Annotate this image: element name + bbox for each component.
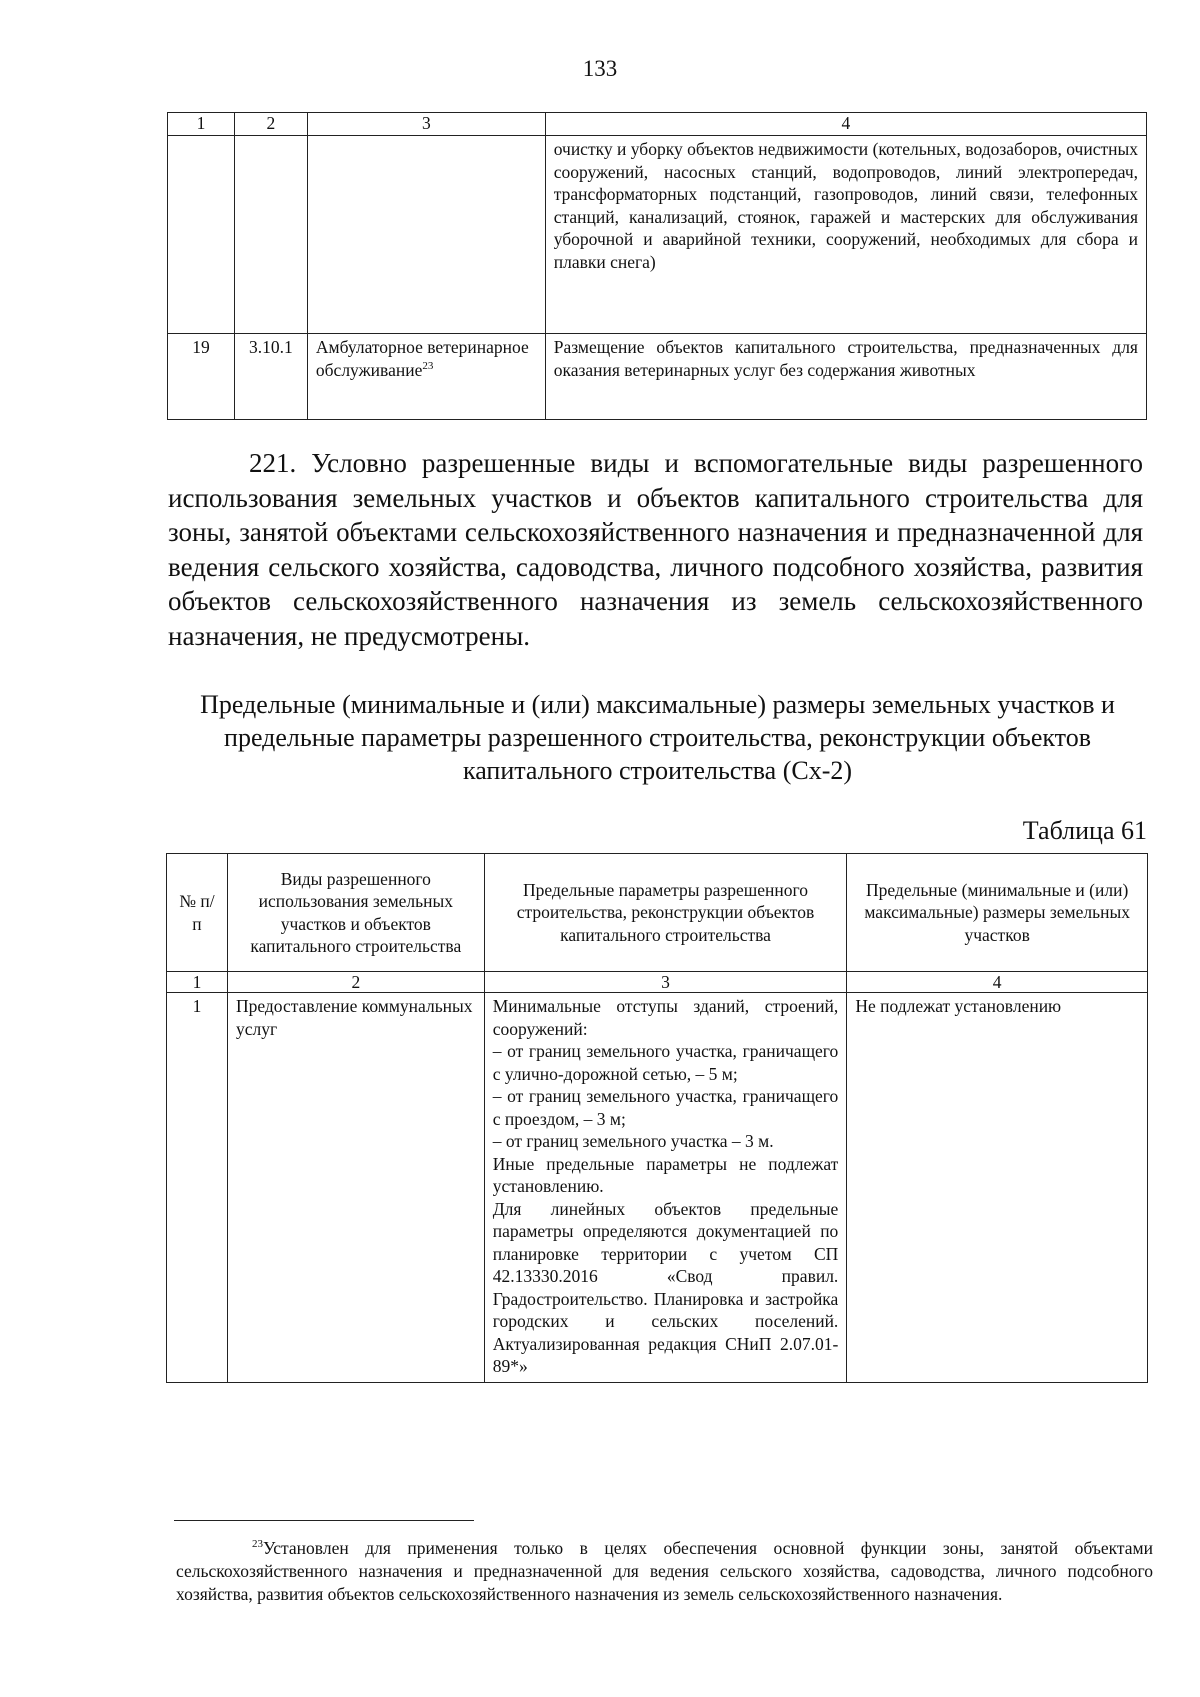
params-line: Минимальные отступы зданий, строений, сооружений: xyxy=(492,996,839,1039)
col-number-3: 3 xyxy=(484,972,847,993)
page-number: 133 xyxy=(582,56,618,81)
section-title: Предельные (минимальные и (или) максимальные) размеры земельных участков и предельные параметры разрешенного строительства, реконструкции объектов капитального строительства (Сх-2) xyxy=(200,690,1115,785)
params-line: – от границ земельного участка, граничащего с улично-дорожной сетью, – 5 м; xyxy=(492,1041,839,1084)
params-line: Иные предельные параметры не подлежат установлению. xyxy=(492,1153,839,1196)
col-number-2: 2 xyxy=(227,972,484,993)
row-description: Размещение объектов капитального строительства, предназначенных для оказания ветеринарных услуг без содержания животных xyxy=(545,334,1146,420)
row-plot-sizes: Не подлежат установлению xyxy=(847,993,1148,1383)
footnote-ref[interactable]: 23 xyxy=(422,359,434,372)
col-header-plot-sizes: Предельные (минимальные и (или) максимальные) размеры земельных участков xyxy=(847,854,1148,972)
footnote-text: Установлен для применения только в целях обеспечения основной функции зоны, занятой объектами сельскохозяйственного назначения и предназначенной для ведения сельского хозяйства, садоводства, личного подсобного хозяйства, развития объектов сельскохозяйственного назначения из земель сельскохозяйственного назначения. xyxy=(176,1538,1153,1604)
params-line: – от границ земельного участка – 3 м. xyxy=(492,1131,774,1151)
col-header-params: Предельные параметры разрешенного строительства, реконструкции объектов капитального строительства xyxy=(484,854,847,972)
col-header-1: 1 xyxy=(168,113,235,136)
table-row xyxy=(168,334,1147,420)
table-header-row xyxy=(168,113,1147,136)
row-params xyxy=(484,993,847,1383)
table-row xyxy=(168,136,1147,334)
row-number: 1 xyxy=(167,993,228,1383)
paragraph-221: 221. Условно разрешенные виды и вспомогательные виды разрешенного использования земельных участков и объектов капитального строительства для зоны, занятой объектами сельскохозяйственного назначения и предназначенной для ведения сельского хозяйства, садоводства, личного подсобного хозяйства, развития объектов сельскохозяйственного назначения из земель сельскохозяйственного назначения, не предусмотрены. xyxy=(168,448,1143,651)
row-name: Амбулаторное ветеринарное обслуживание$^{23}$ xyxy=(307,334,545,420)
col-header-4: 4 xyxy=(545,113,1146,136)
table-61 xyxy=(166,853,1148,1383)
row-number: 19 xyxy=(168,334,235,420)
col-header-2: 2 xyxy=(234,113,307,136)
col-header-use-type: Виды разрешенного использования земельных участков и объектов капитального строительства xyxy=(227,854,484,972)
col-number-4: 4 xyxy=(847,972,1148,993)
column-number-row xyxy=(167,972,1148,993)
row-continued-text: очистку и уборку объектов недвижимости (котельных, водозаборов, очистных сооружений, насосных станций, водопроводов, линий электропередач, трансформаторных подстанций, газопроводов, линий связи, телефонных станций, канализаций, стоянок, гаражей и мастерских для обслуживания уборочной и аварийной техники, сооружений, необходимых для сбора и плавки снега) xyxy=(545,136,1146,334)
table-row xyxy=(167,993,1148,1383)
row-code: 3.10.1 xyxy=(234,334,307,420)
row-use-type: Предоставление коммунальных услуг xyxy=(227,993,484,1383)
footnote-divider xyxy=(174,1520,474,1521)
col-number-1: 1 xyxy=(167,972,228,993)
table-continued xyxy=(167,112,1147,420)
table-label: Таблица 61 xyxy=(1022,816,1147,845)
footnote-marker: 23 xyxy=(252,1538,263,1551)
col-header-num: № п/п xyxy=(167,854,228,972)
col-header-3: 3 xyxy=(307,113,545,136)
params-line: Для линейных объектов предельные параметры определяются документацией по планировке территории с учетом СП 42.13330.2016 «Свод правил. Градостроительство. Планировка и застройка городских и сельских поселений. Актуализированная редакция СНиП 2.07.01-89*» xyxy=(492,1198,839,1376)
params-line: – от границ земельного участка, граничащего с проездом, – 3 м; xyxy=(492,1086,839,1129)
table-header-row xyxy=(167,854,1148,972)
footnote xyxy=(176,1537,1153,1606)
